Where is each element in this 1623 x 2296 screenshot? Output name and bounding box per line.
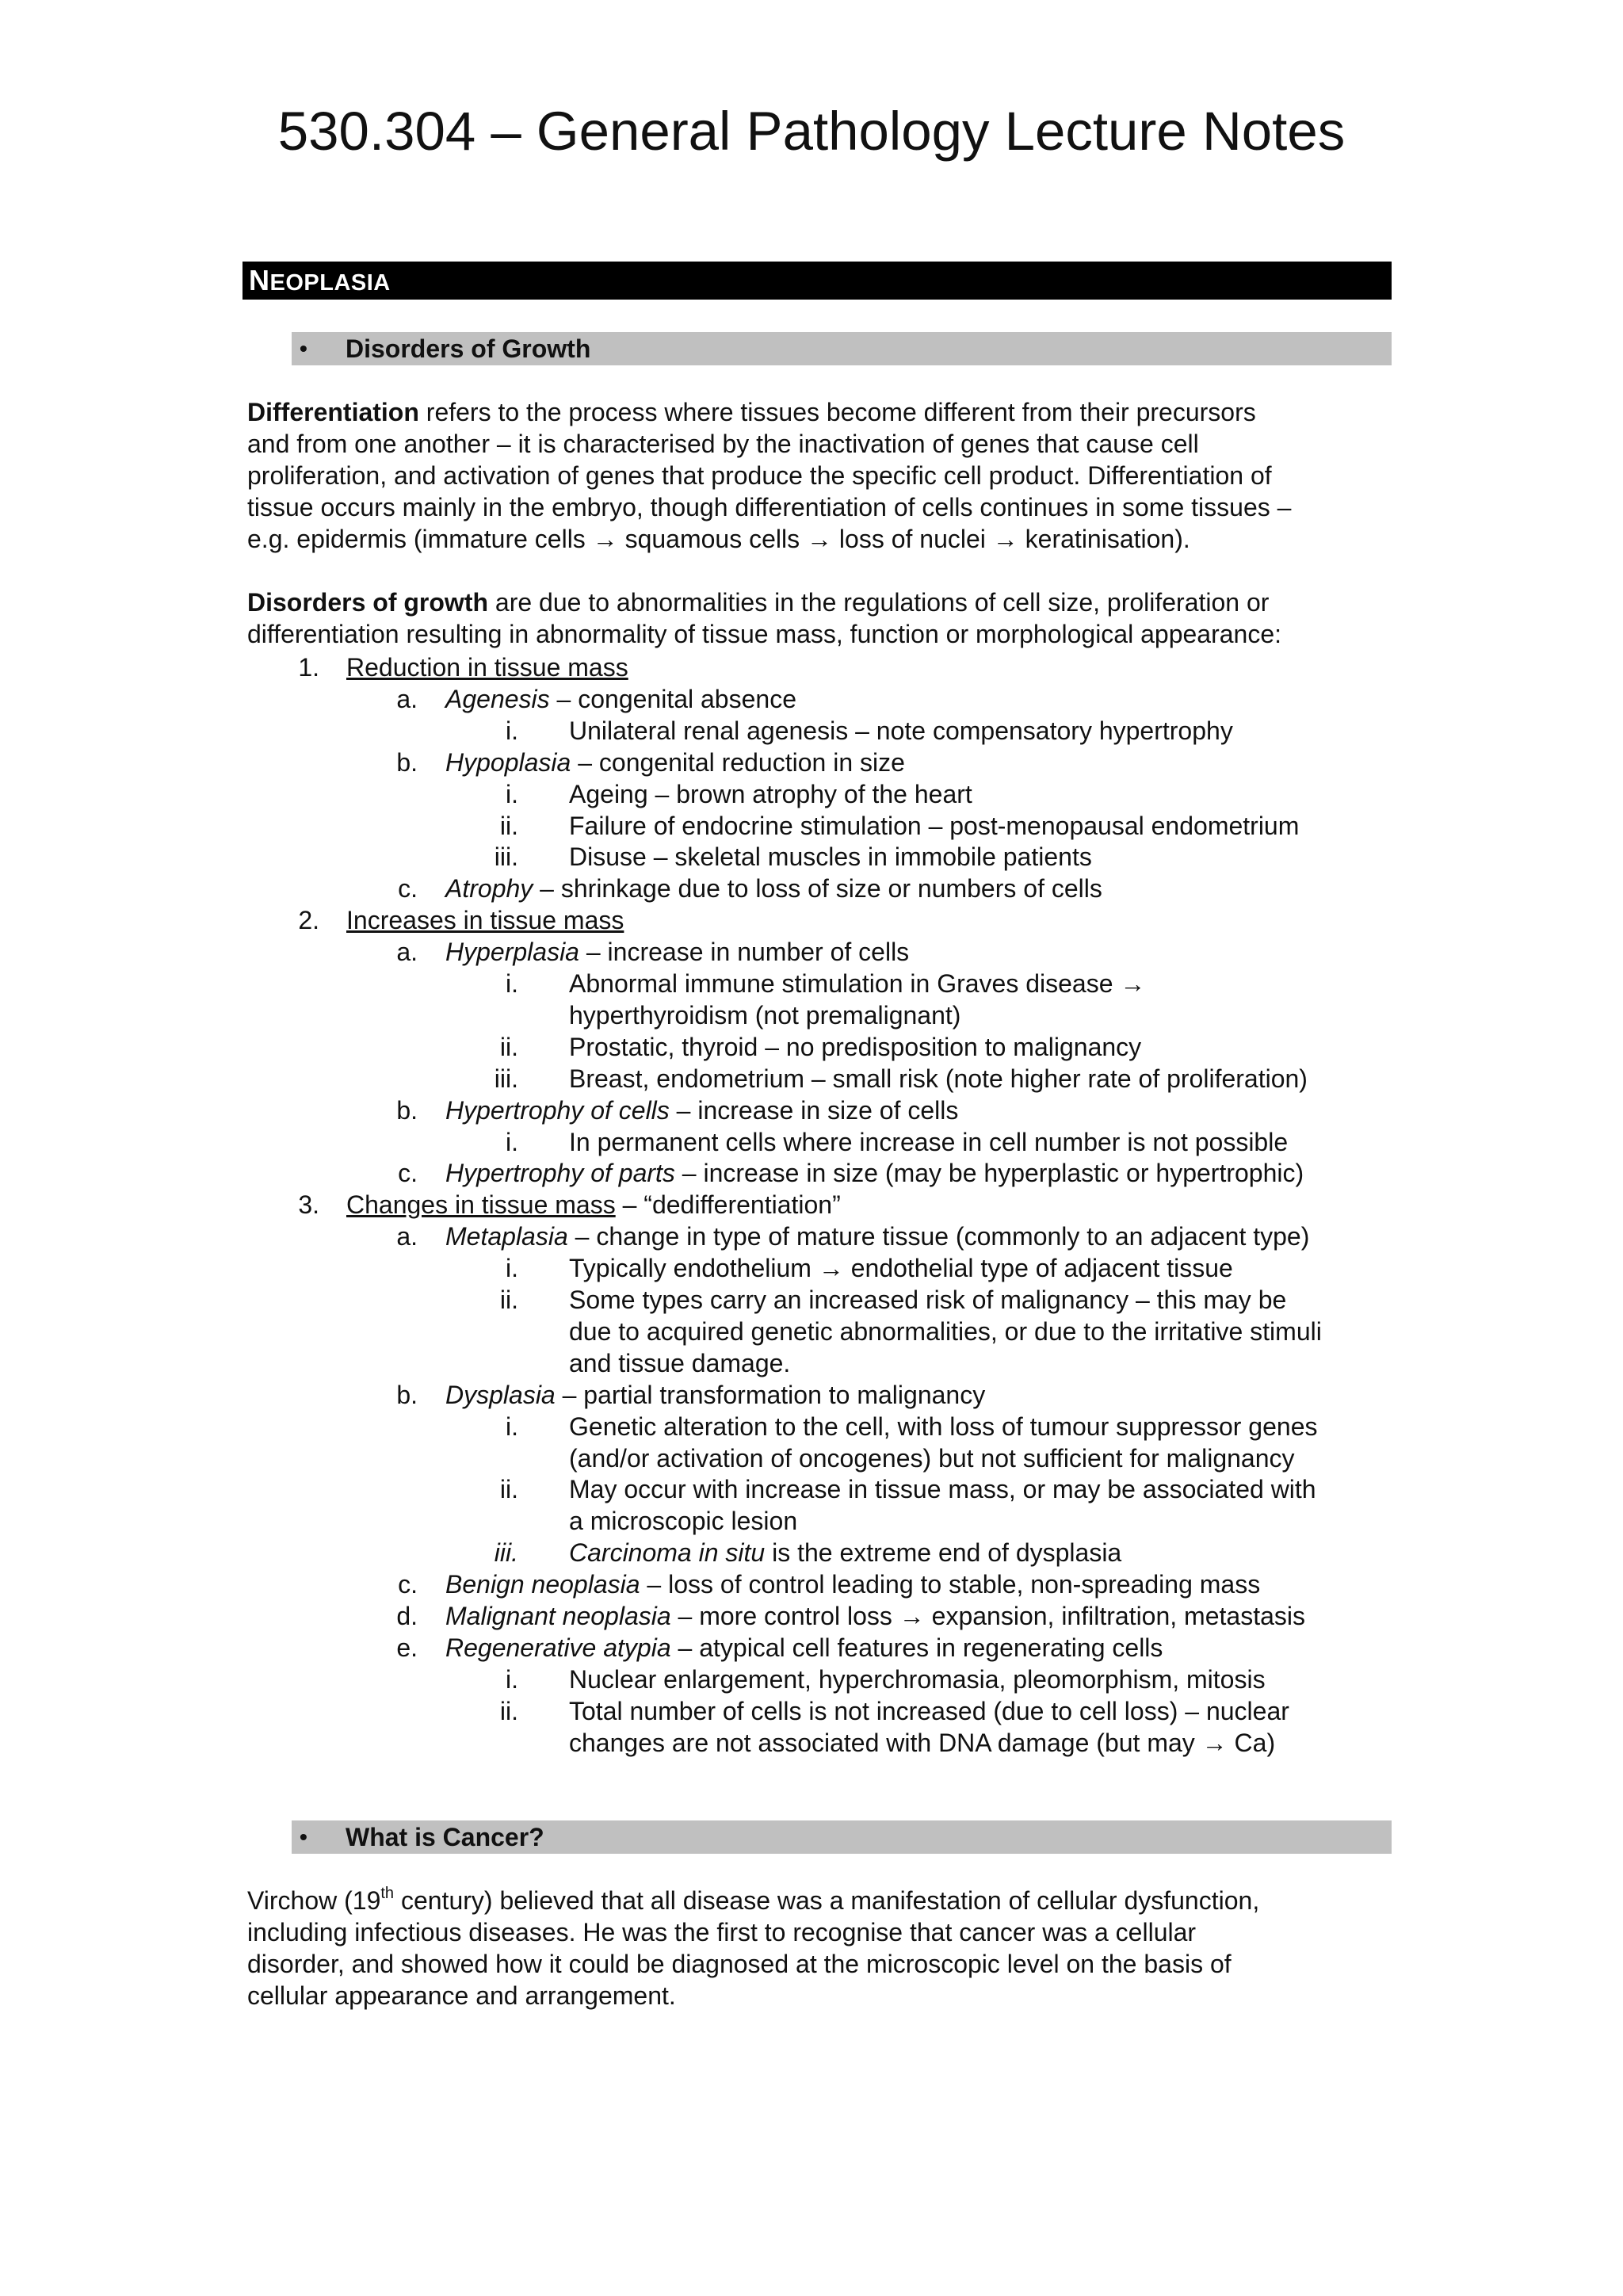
- paragraph-line: disorder, and showed how it could be diagnosed at the microscopic level on the basis of: [247, 1950, 1232, 1978]
- outline-text: [569, 1347, 790, 1379]
- outline-text: [569, 1537, 1121, 1568]
- outline-description: is the extreme end of dysplasia: [765, 1538, 1122, 1567]
- outline-text: [445, 1221, 1309, 1252]
- disorders-paragraph: [247, 586, 1396, 650]
- outline-marker: 3.: [298, 1190, 319, 1219]
- outline-text: [346, 651, 628, 683]
- page-title: 530.304 – General Pathology Lecture Notes: [277, 101, 1346, 162]
- paragraph-line: refers to the process where tissues become different from their precursors: [418, 398, 1256, 426]
- outline-description: Disuse – skeletal muscles in immobile patients: [569, 842, 1092, 871]
- outline-description: – “dedifferentiation”: [615, 1190, 841, 1219]
- paragraph-line: tissue occurs mainly in the embryo, though differentiation of cells continues in some tissues –: [247, 493, 1292, 521]
- outline-description: Unilateral renal agenesis – note compensatory hypertrophy: [569, 716, 1233, 745]
- term-disorders-of-growth: Disorders of growth: [247, 588, 489, 617]
- outline-term: Regenerative atypia: [445, 1633, 671, 1662]
- subsection-bar-disorders-of-growth: [292, 332, 1392, 365]
- outline-marker: iii.: [494, 1064, 518, 1093]
- outline-marker: i.: [506, 1128, 518, 1156]
- outline-text: [569, 778, 972, 810]
- outline-description: – more control loss → expansion, infiltration, metastasis: [670, 1602, 1305, 1630]
- differentiation-paragraph: [247, 396, 1396, 555]
- outline-text: [445, 1568, 1260, 1600]
- outline-marker: c.: [398, 874, 418, 903]
- outline-description: Prostatic, thyroid – no predisposition to malignancy: [569, 1033, 1142, 1061]
- outline-description: and tissue damage.: [569, 1349, 791, 1377]
- outline-description: In permanent cells where increase in cell number is not possible: [569, 1128, 1289, 1156]
- paragraph-line: are due to abnormalities in the regulations of cell size, proliferation or: [488, 588, 1270, 617]
- section-header-rest: EOPLASIA: [269, 270, 391, 296]
- outline-marker: a.: [396, 1222, 418, 1251]
- outline-text: [445, 873, 1102, 904]
- outline-text: [569, 715, 1233, 747]
- outline-marker: b.: [396, 1381, 418, 1409]
- outline-description: (and/or activation of oncogenes) but not sufficient for malignancy: [569, 1444, 1295, 1473]
- paragraph-line: cellular appearance and arrangement.: [247, 1981, 676, 2010]
- outline-marker: c.: [398, 1570, 418, 1599]
- subsection-title: Disorders of Growth: [346, 334, 591, 363]
- outline-text: [445, 1095, 958, 1126]
- outline-text: [569, 1316, 1322, 1347]
- outline-term: Hypertrophy of parts: [445, 1159, 675, 1187]
- outline-description: hyperthyroidism (not premalignant): [569, 1001, 961, 1030]
- section-header-initial: N: [249, 264, 270, 296]
- outline-description: Failure of endocrine stimulation – post-menopausal endometrium: [569, 812, 1300, 840]
- paragraph-line: differentiation resulting in abnormality of tissue mass, function or morphological appearance:: [247, 620, 1282, 648]
- outline-marker: i.: [506, 1665, 518, 1694]
- outline-text: [346, 1189, 841, 1221]
- outline-description: Ageing – brown atrophy of the heart: [569, 780, 972, 808]
- outline-description: Breast, endometrium – small risk (note higher rate of proliferation): [569, 1064, 1308, 1093]
- outline-description: – change in type of mature tissue (commonly to an adjacent type): [567, 1222, 1310, 1251]
- outline-description: – shrinkage due to loss of size or numbers of cells: [533, 874, 1102, 903]
- outline-text: [569, 1505, 797, 1537]
- outline-text: [445, 683, 796, 715]
- outline-text: [569, 999, 960, 1031]
- outline-heading: Reduction in tissue mass: [346, 653, 628, 682]
- bullet-icon: •: [300, 1824, 307, 1849]
- outline-text: [346, 904, 624, 936]
- outline-term: Carcinoma in situ: [569, 1538, 766, 1567]
- outline-marker: e.: [396, 1633, 418, 1662]
- outline-text: [569, 1063, 1308, 1095]
- outline-marker: ii.: [499, 1033, 518, 1061]
- outline-text: [569, 1284, 1286, 1316]
- outline-text: [569, 1695, 1289, 1727]
- outline-description: Genetic alteration to the cell, with loss of tumour suppressor genes: [569, 1412, 1318, 1441]
- outline-description: – increase in size (may be hyperplastic or hypertrophic): [674, 1159, 1304, 1187]
- outline-marker: 1.: [298, 653, 319, 682]
- outline-text: [445, 1379, 985, 1411]
- outline-description: Typically endothelium → endothelial type of adjacent tissue: [569, 1254, 1233, 1282]
- outline-text: [569, 968, 1145, 999]
- paragraph-line: century) believed that all disease was a manifestation of cellular dysfunction,: [394, 1886, 1260, 1915]
- outline-text: [569, 1411, 1317, 1442]
- outline-heading: Increases in tissue mass: [346, 906, 624, 934]
- superscript: th: [380, 1885, 395, 1903]
- outline-text: [445, 936, 909, 968]
- outline-term: Atrophy: [445, 874, 533, 903]
- paragraph-line: and from one another – it is characterised by the inactivation of genes that cause cell: [247, 430, 1199, 458]
- term-differentiation: Differentiation: [247, 398, 419, 426]
- outline-text: [569, 1031, 1141, 1063]
- outline-description: – loss of control leading to stable, non-spreading mass: [640, 1570, 1261, 1599]
- outline-description: due to acquired genetic abnormalities, or due to the irritative stimuli: [569, 1317, 1322, 1346]
- outline-term: Hypoplasia: [445, 748, 571, 777]
- outline-text: [569, 1727, 1275, 1759]
- outline-term: Malignant neoplasia: [445, 1602, 671, 1630]
- outline-description: – congenital absence: [549, 685, 796, 713]
- outline-marker: b.: [396, 1096, 418, 1125]
- outline-marker: a.: [396, 685, 418, 713]
- outline-marker: i.: [506, 780, 518, 808]
- outline-text: [569, 1664, 1266, 1695]
- outline-term: Benign neoplasia: [445, 1570, 640, 1599]
- outline-text: [445, 1157, 1304, 1189]
- paragraph-line: e.g. epidermis (immature cells → squamous cells → loss of nuclei → keratinisation).: [247, 525, 1190, 553]
- outline-term: Metaplasia: [445, 1222, 568, 1251]
- outline-marker: a.: [396, 938, 418, 966]
- outline-description: – congenital reduction in size: [571, 748, 905, 777]
- paragraph-line: proliferation, and activation of genes that produce the specific cell product. Differentiation of: [247, 461, 1272, 490]
- outline-term: Hypertrophy of cells: [445, 1096, 670, 1125]
- outline-marker: i.: [506, 716, 518, 745]
- outline-description: – increase in number of cells: [579, 938, 910, 966]
- outline-description: – increase in size of cells: [669, 1096, 959, 1125]
- outline-text: [569, 1442, 1295, 1474]
- outline-text: [569, 810, 1299, 842]
- outline-term: Agenesis: [445, 685, 550, 713]
- outline-text: [445, 1600, 1305, 1632]
- outline-text: [445, 747, 905, 778]
- outline-text: [569, 1252, 1233, 1284]
- outline-marker: ii.: [499, 812, 518, 840]
- paragraph-line: including infectious diseases. He was the first to recognise that cancer was a cellular: [247, 1918, 1197, 1946]
- outline-text: [569, 841, 1092, 873]
- outline-marker: ii.: [499, 1697, 518, 1725]
- outline-text: [445, 1632, 1163, 1664]
- virchow-paragraph: [247, 1885, 1396, 2011]
- paragraph-line: Virchow (19: [247, 1886, 381, 1915]
- outline-text: [569, 1126, 1288, 1158]
- outline-marker: i.: [506, 1412, 518, 1441]
- outline-marker: d.: [396, 1602, 418, 1630]
- outline-description: – partial transformation to malignancy: [555, 1381, 986, 1409]
- outline-description: May occur with increase in tissue mass, or may be associated with: [569, 1475, 1316, 1503]
- outline-marker: ii.: [499, 1286, 518, 1314]
- outline-marker: iii.: [494, 1538, 518, 1567]
- outline-marker: iii.: [494, 842, 518, 871]
- outline-description: – atypical cell features in regenerating cells: [670, 1633, 1163, 1662]
- bullet-icon: •: [300, 336, 307, 361]
- outline-marker: ii.: [499, 1475, 518, 1503]
- outline-marker: i.: [506, 969, 518, 998]
- outline-term: Hyperplasia: [445, 938, 579, 966]
- outline-marker: 2.: [298, 906, 319, 934]
- outline-description: Nuclear enlargement, hyperchromasia, pleomorphism, mitosis: [569, 1665, 1266, 1694]
- outline-marker: i.: [506, 1254, 518, 1282]
- outline-text: [569, 1473, 1316, 1505]
- outline-description: Abnormal immune stimulation in Graves disease →: [569, 969, 1146, 998]
- outline-description: Some types carry an increased risk of malignancy – this may be: [569, 1286, 1287, 1314]
- outline-description: changes are not associated with DNA damage (but may → Ca): [569, 1729, 1276, 1757]
- outline-marker: c.: [398, 1159, 418, 1187]
- outline-marker: b.: [396, 748, 418, 777]
- section-header-neoplasia: [242, 262, 1392, 300]
- subsection-title: What is Cancer?: [346, 1823, 544, 1851]
- outline-term: Dysplasia: [445, 1381, 556, 1409]
- outline-description: a microscopic lesion: [569, 1507, 798, 1535]
- outline-heading: Changes in tissue mass: [346, 1190, 616, 1219]
- outline-description: Total number of cells is not increased (due to cell loss) – nuclear: [569, 1697, 1289, 1725]
- subsection-bar-what-is-cancer: [292, 1820, 1392, 1854]
